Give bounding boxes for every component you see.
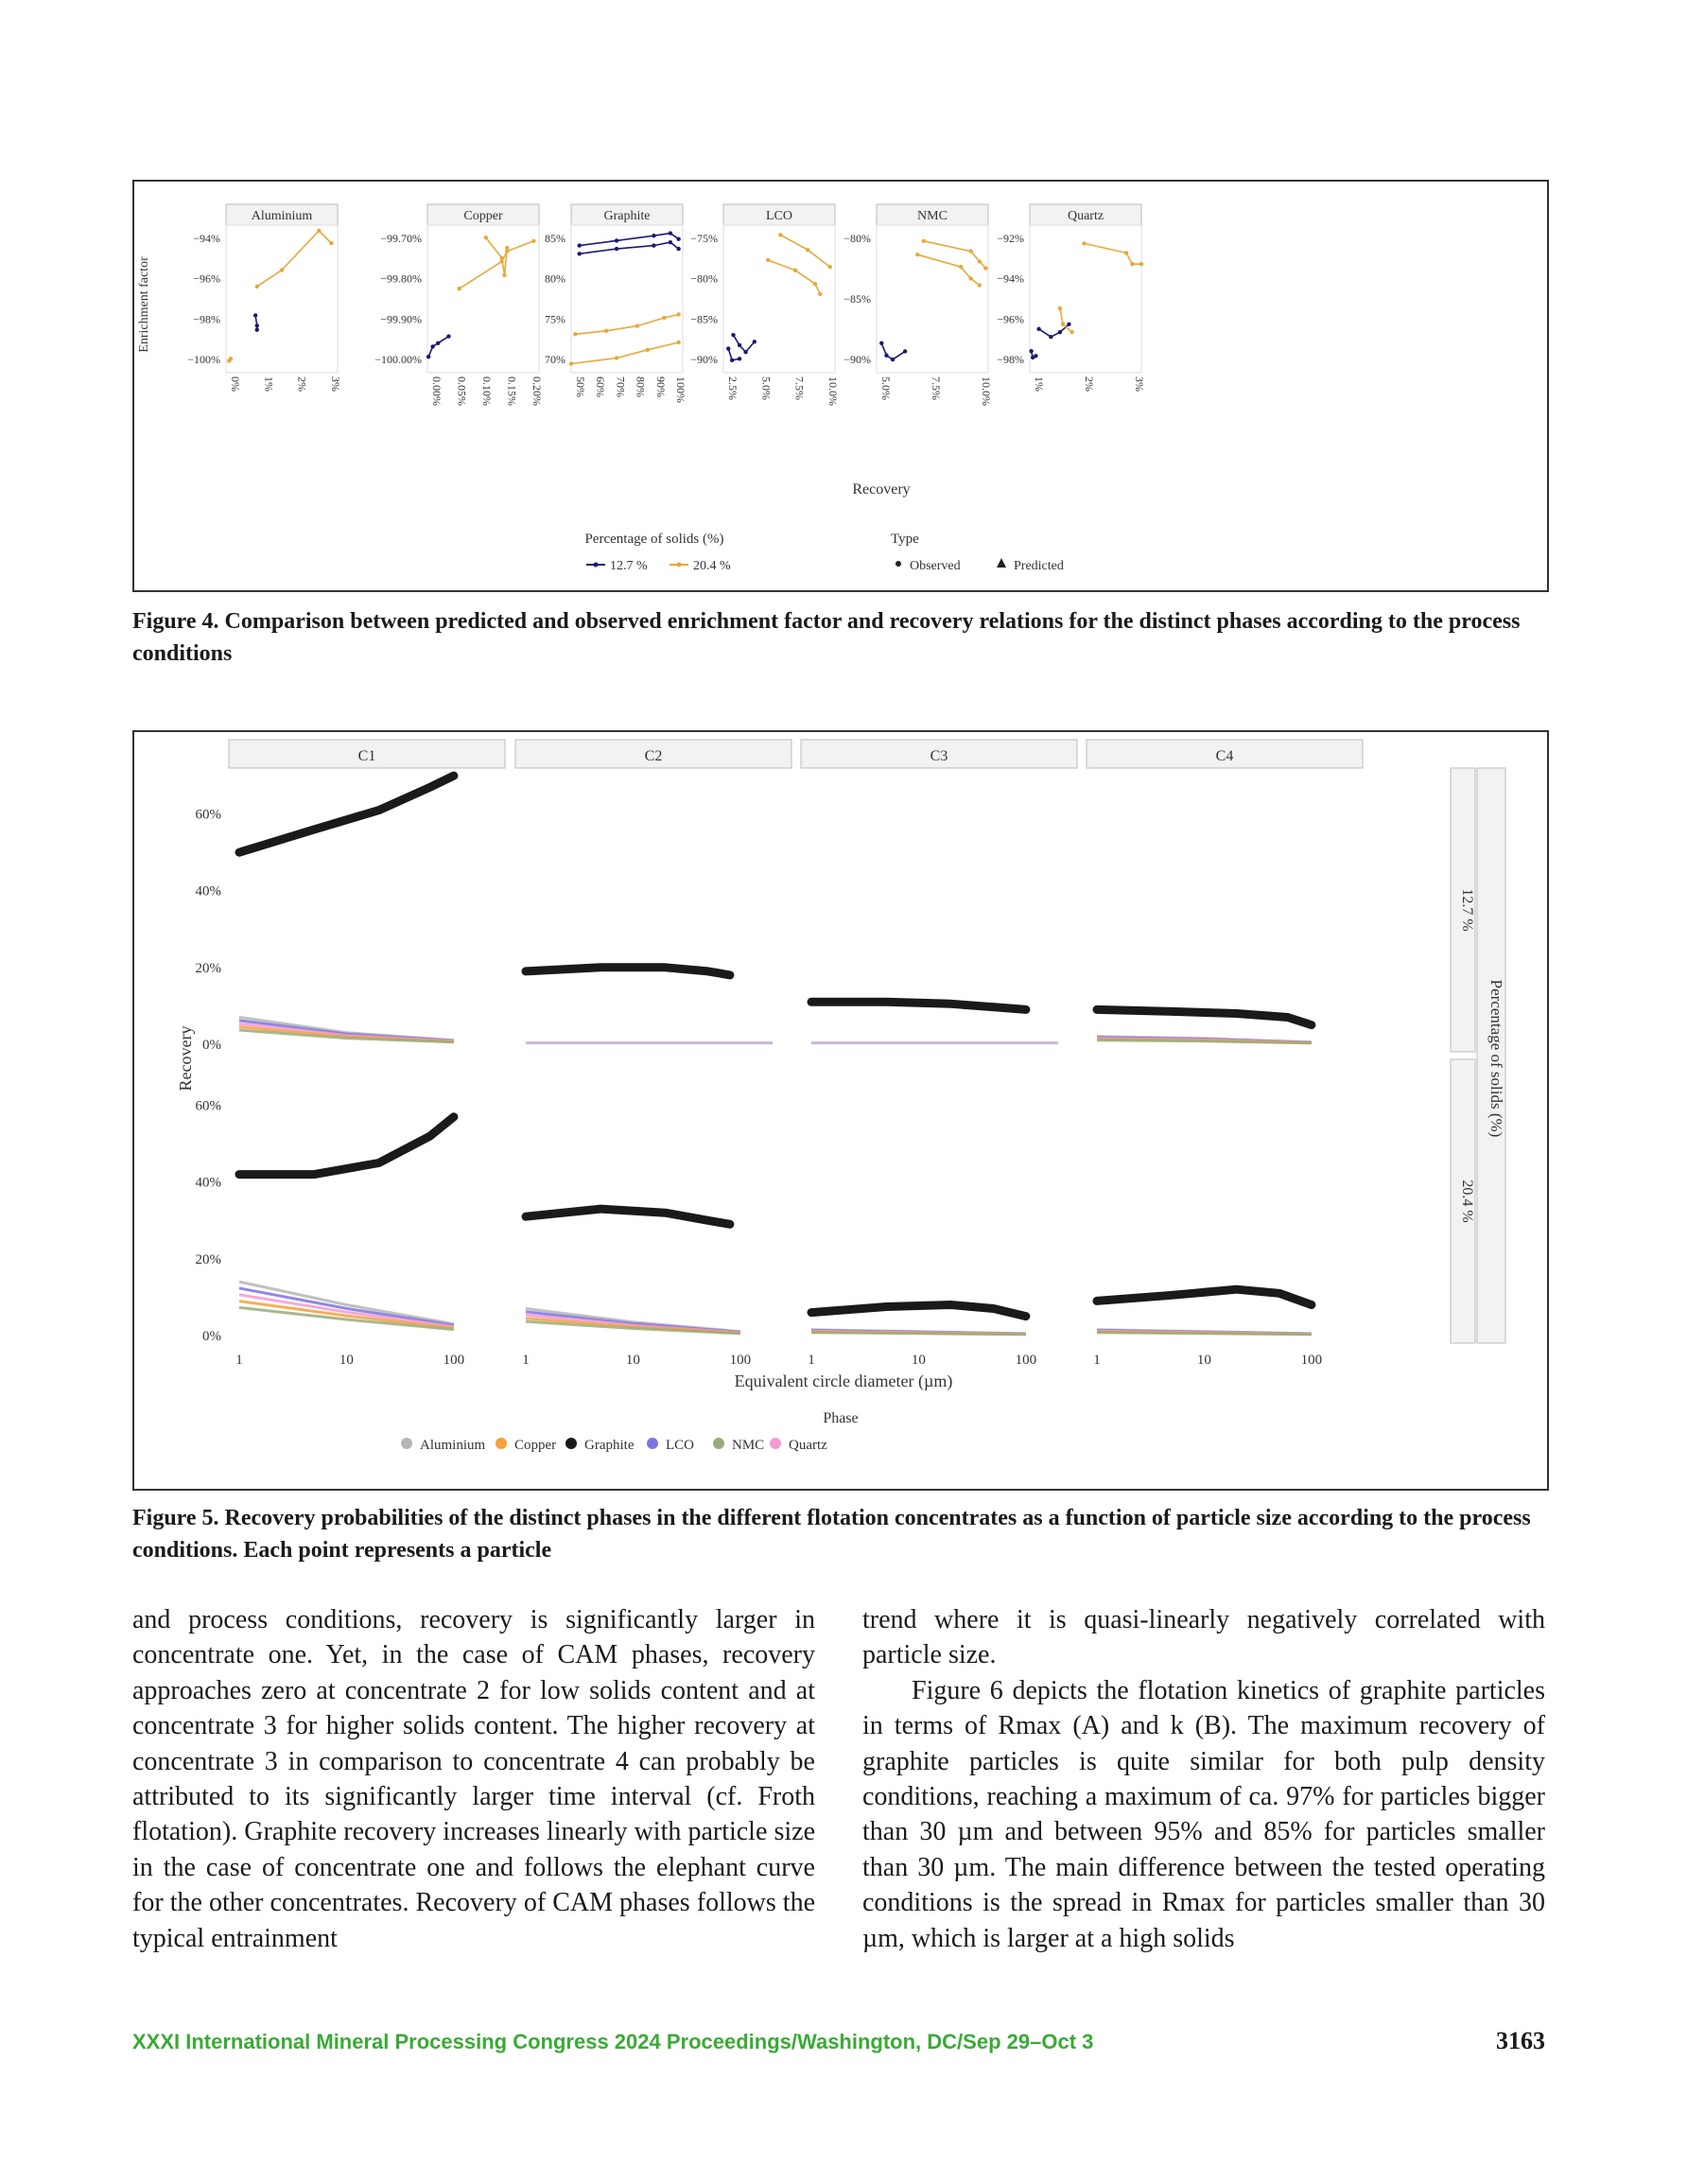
y-tick-label: −80% xyxy=(844,232,871,245)
data-point xyxy=(458,287,461,290)
panel-title: Quartz xyxy=(1067,209,1104,223)
panel-frame xyxy=(427,225,539,373)
panel-title: Graphite xyxy=(603,209,651,223)
panel-frame xyxy=(877,225,988,373)
x-axis-title: Recovery xyxy=(852,481,911,498)
data-point xyxy=(662,316,666,320)
y-tick-label: 60% xyxy=(195,807,221,823)
legend-title: Percentage of solids (%) xyxy=(584,532,724,547)
data-point xyxy=(578,243,582,247)
series-line xyxy=(917,254,980,285)
panel-title: NMC xyxy=(917,209,948,223)
graphite-point-cloud xyxy=(1097,1009,1312,1024)
data-point xyxy=(1036,327,1040,331)
y-tick-label: −80% xyxy=(690,271,718,286)
data-point xyxy=(968,249,972,253)
y-tick-label: −100% xyxy=(187,353,220,366)
data-point xyxy=(1130,262,1134,266)
data-point xyxy=(505,246,509,250)
x-tick-label: 5.0% xyxy=(879,376,893,400)
body-left-column xyxy=(132,1602,815,1956)
legend-label: Copper xyxy=(514,1438,557,1453)
data-point xyxy=(499,256,503,260)
figure-4 xyxy=(132,180,1549,592)
figure-5 xyxy=(132,730,1549,1491)
x-tick-label: 80% xyxy=(634,376,648,397)
panel-title: Aluminium xyxy=(251,209,313,223)
x-tick-label: 100% xyxy=(674,376,687,403)
data-point xyxy=(1124,251,1128,254)
data-point xyxy=(229,357,233,360)
y-tick-label: 0% xyxy=(202,1037,221,1053)
data-point xyxy=(978,283,982,287)
series-line xyxy=(734,335,755,352)
data-point xyxy=(818,292,822,296)
data-point xyxy=(615,356,618,359)
x-tick-label: 10 xyxy=(339,1353,354,1368)
legend-label: LCO xyxy=(666,1438,694,1453)
y-tick-label: −99.70% xyxy=(380,232,422,245)
x-tick-label: 0.20% xyxy=(530,376,544,406)
conference-footer: XXXI International Mineral Processing Congress 2024 Proceedings/Washington, DC/Sep 29–Oct 3 xyxy=(132,2030,1094,2053)
body-paragraph: Figure 6 depicts the flotation kinetics of graphite particles in terms of Rmax (A) and k (B). The maximum recovery of graphite particles is quite similar for both pulp density conditions, reaching a maximum of ca. 97% for particles bigger than 30 µm and between 95% and 85% for particles smaller than 30 µm. The main difference between the tested operating conditions is the spread in Rmax for particles smaller than 30 µm, which is larger at a high solids xyxy=(862,1675,1545,1953)
data-point xyxy=(615,238,618,242)
x-tick-label: 10.0% xyxy=(980,376,993,406)
data-point xyxy=(436,341,440,345)
data-point xyxy=(652,243,655,247)
cam-phase-band xyxy=(239,1282,454,1324)
data-point xyxy=(426,355,430,358)
x-tick-label: 5.0% xyxy=(759,376,774,400)
x-tick-label: 7.5% xyxy=(930,376,943,400)
data-point xyxy=(738,343,741,347)
y-tick-label: −99.90% xyxy=(380,312,422,326)
data-point xyxy=(430,344,434,348)
data-point xyxy=(1034,354,1037,358)
series-line xyxy=(571,342,679,364)
figure-4-chart xyxy=(134,182,1547,590)
legend-label: Observed xyxy=(910,559,961,573)
legend-label: Quartz xyxy=(789,1438,827,1453)
data-point xyxy=(646,348,650,352)
x-tick-label: 0.00% xyxy=(430,376,443,406)
data-point xyxy=(531,239,535,243)
data-point xyxy=(1058,306,1062,310)
panel-frame xyxy=(723,225,835,373)
y-tick-label: 20% xyxy=(195,1251,221,1267)
page-number: 3163 xyxy=(1496,2027,1545,2054)
graphite-point-cloud xyxy=(526,1209,730,1224)
data-point xyxy=(915,253,919,256)
x-tick-label: 7.5% xyxy=(792,376,807,400)
data-point xyxy=(569,361,573,365)
data-point xyxy=(959,265,963,269)
data-point xyxy=(828,265,832,269)
data-point xyxy=(793,269,797,272)
series-line xyxy=(257,231,332,287)
x-tick-label: 70% xyxy=(614,376,628,398)
x-tick-label: 90% xyxy=(653,376,668,397)
data-point xyxy=(255,323,259,327)
x-tick-label: 100 xyxy=(1300,1353,1323,1368)
x-tick-label: 0.15% xyxy=(505,376,519,406)
data-point xyxy=(1049,335,1052,339)
data-point xyxy=(676,236,680,240)
legend-label: Predicted xyxy=(1014,559,1064,573)
data-point xyxy=(1139,262,1143,266)
panel-title: LCO xyxy=(766,209,792,223)
x-tick-label: 100 xyxy=(443,1353,465,1368)
series-line xyxy=(1084,243,1141,264)
legend-marker xyxy=(677,563,682,568)
y-tick-label: −98% xyxy=(193,312,220,326)
data-point xyxy=(753,340,757,343)
y-tick-label: −90% xyxy=(690,353,718,366)
x-tick-label: 1 xyxy=(235,1353,243,1368)
y-tick-label: 85% xyxy=(545,232,565,245)
legend-label: Graphite xyxy=(584,1438,635,1453)
data-point xyxy=(652,234,655,237)
x-tick-label: 1% xyxy=(262,376,276,392)
data-point xyxy=(813,282,817,286)
series-line xyxy=(924,241,986,269)
data-point xyxy=(1067,323,1070,326)
series-line xyxy=(768,260,820,294)
y-tick-label: −85% xyxy=(844,292,871,306)
data-point xyxy=(484,236,488,239)
observed-marker xyxy=(896,561,901,567)
x-tick-label: 0.10% xyxy=(480,376,494,406)
body-paragraph: trend where it is quasi-linearly negatively correlated with particle size. xyxy=(862,1605,1545,1670)
data-point xyxy=(730,358,734,362)
legend-marker xyxy=(496,1438,507,1449)
legend-label: 20.4 % xyxy=(693,559,731,573)
x-tick-label: 0% xyxy=(229,376,242,392)
data-point xyxy=(731,333,735,337)
legend-label: 12.7 % xyxy=(610,559,648,573)
y-tick-label: 75% xyxy=(545,312,565,326)
y-tick-label: 80% xyxy=(545,271,565,286)
x-tick-label: 100 xyxy=(1015,1353,1037,1368)
row-label: 20.4 % xyxy=(1459,1179,1475,1223)
x-tick-label: 10 xyxy=(625,1353,640,1368)
y-tick-label: −85% xyxy=(690,312,718,326)
data-point xyxy=(766,258,770,262)
data-point xyxy=(726,346,730,350)
data-point xyxy=(669,240,672,244)
y-tick-label: 20% xyxy=(195,960,221,976)
data-point xyxy=(778,233,782,236)
data-point xyxy=(743,350,747,354)
solids-strip-title: Percentage of solids (%) xyxy=(1487,979,1505,1138)
figure-5-caption: Figure 5. Recovery probabilities of the distinct phases in the different flotation concentrates as a function of particle size according to the process conditions. Each point represents a particle xyxy=(132,1506,1531,1563)
y-tick-label: −99.80% xyxy=(380,271,422,286)
graphite-point-cloud xyxy=(239,1117,454,1175)
predicted-marker xyxy=(997,558,1006,568)
data-point xyxy=(635,323,639,327)
cam-phase-band xyxy=(1097,1333,1312,1335)
x-tick-label: 1 xyxy=(808,1353,815,1368)
data-point xyxy=(615,247,618,251)
y-tick-label: 60% xyxy=(195,1098,221,1114)
data-point xyxy=(1029,349,1033,353)
figure-5-chart xyxy=(134,732,1547,1489)
x-tick-label: 0.05% xyxy=(455,376,469,406)
data-point xyxy=(738,357,741,360)
x-tick-label: 10 xyxy=(1196,1353,1211,1368)
x-tick-label: 60% xyxy=(594,376,608,397)
y-tick-label: −75% xyxy=(690,232,718,245)
data-point xyxy=(502,273,506,277)
graphite-point-cloud xyxy=(811,1002,1026,1009)
data-point xyxy=(1061,323,1065,326)
data-point xyxy=(806,248,809,252)
x-tick-label: 10.0% xyxy=(826,376,840,406)
legend-label: NMC xyxy=(732,1438,765,1453)
data-point xyxy=(669,231,672,235)
figure-4-caption: Figure 4. Comparison between predicted and observed enrichment factor and recovery relations for the distinct phases according to the process conditions xyxy=(132,609,1521,666)
data-point xyxy=(1058,330,1062,334)
graphite-point-cloud xyxy=(239,776,454,852)
data-point xyxy=(676,247,680,251)
y-tick-label: 40% xyxy=(195,1175,221,1191)
legend-title: Phase xyxy=(823,1410,859,1426)
data-point xyxy=(253,313,257,317)
data-point xyxy=(604,329,608,333)
data-point xyxy=(255,285,259,288)
panel-title: Copper xyxy=(463,209,503,223)
legend-marker xyxy=(401,1438,412,1449)
y-tick-label: −90% xyxy=(844,353,871,366)
data-point xyxy=(317,229,321,233)
x-tick-label: 2.5% xyxy=(726,376,739,400)
y-tick-label: −92% xyxy=(997,232,1024,245)
y-tick-label: −96% xyxy=(193,271,220,286)
legend-marker xyxy=(770,1438,781,1449)
data-point xyxy=(676,312,680,316)
data-point xyxy=(255,328,259,332)
column-label: C1 xyxy=(357,748,376,764)
body-right-column xyxy=(862,1602,1545,1956)
row-label: 12.7 % xyxy=(1459,888,1475,932)
x-tick-label: 3% xyxy=(329,376,342,392)
y-tick-label: 70% xyxy=(545,353,565,366)
legend-marker xyxy=(713,1438,724,1449)
x-tick-label: 1 xyxy=(1093,1353,1101,1368)
data-point xyxy=(578,252,582,255)
data-point xyxy=(280,268,284,271)
data-point xyxy=(903,349,907,353)
cam-phase-band xyxy=(811,1333,1026,1335)
y-axis-title: Recovery xyxy=(176,1025,195,1092)
legend-marker xyxy=(647,1438,658,1449)
data-point xyxy=(978,259,982,263)
body-paragraph: and process conditions, recovery is significantly larger in concentrate one. Yet, in the case of CAM phases, recovery approaches zero at concentrate 2 for low solids content and at concentrate 3 for higher solids content. The higher recovery at concentrate 3 in comparison to concentrate 4 can probably be attributed to its significantly larger time interval (cf. Froth flotation). Graphite recovery increases linearly with particle size in the case of concentrate one and follows the elephant curve for the other concentrates. Recovery of CAM phases follows the typical entrainment xyxy=(132,1605,815,1953)
column-label: C4 xyxy=(1215,748,1234,764)
x-tick-label: 100 xyxy=(729,1353,752,1368)
data-point xyxy=(1070,330,1073,334)
panel-frame xyxy=(1030,225,1141,373)
y-tick-label: −96% xyxy=(997,312,1024,326)
legend-label: Aluminium xyxy=(420,1438,486,1453)
x-tick-label: 1% xyxy=(1033,376,1046,392)
series-line xyxy=(1060,308,1072,332)
data-point xyxy=(922,239,926,243)
x-tick-label: 2% xyxy=(1083,376,1096,392)
panel-frame xyxy=(226,225,338,373)
y-tick-label: 40% xyxy=(195,883,221,900)
data-point xyxy=(968,276,972,280)
y-tick-label: −100.00% xyxy=(374,353,422,366)
x-tick-label: 1 xyxy=(522,1353,530,1368)
data-point xyxy=(329,241,333,245)
data-point xyxy=(891,358,895,361)
legend-title: Type xyxy=(891,532,919,547)
x-tick-label: 10 xyxy=(911,1353,926,1368)
series-line xyxy=(881,343,905,359)
data-point xyxy=(1082,241,1086,245)
series-line xyxy=(780,235,830,267)
x-tick-label: 50% xyxy=(574,376,587,397)
y-tick-label: −98% xyxy=(997,353,1024,366)
y-axis-title: Enrichment factor xyxy=(137,256,151,353)
data-point xyxy=(884,354,888,358)
data-point xyxy=(983,266,987,270)
x-tick-label: 3% xyxy=(1133,376,1146,392)
column-label: C2 xyxy=(644,748,663,764)
x-axis-title: Equivalent circle diameter (µm) xyxy=(734,1372,953,1390)
x-tick-label: 2% xyxy=(295,376,309,392)
data-point xyxy=(446,334,450,338)
data-point xyxy=(879,341,883,345)
y-tick-label: −94% xyxy=(997,271,1024,286)
graphite-point-cloud xyxy=(1097,1289,1312,1304)
series-line xyxy=(460,241,534,288)
legend-marker xyxy=(594,563,599,568)
data-point xyxy=(573,332,577,336)
y-tick-label: −94% xyxy=(193,232,220,245)
graphite-point-cloud xyxy=(526,968,730,975)
y-tick-label: 0% xyxy=(202,1328,221,1344)
legend-marker xyxy=(565,1438,577,1449)
graphite-point-cloud xyxy=(811,1305,1026,1317)
data-point xyxy=(676,341,680,344)
column-label: C3 xyxy=(930,748,948,764)
